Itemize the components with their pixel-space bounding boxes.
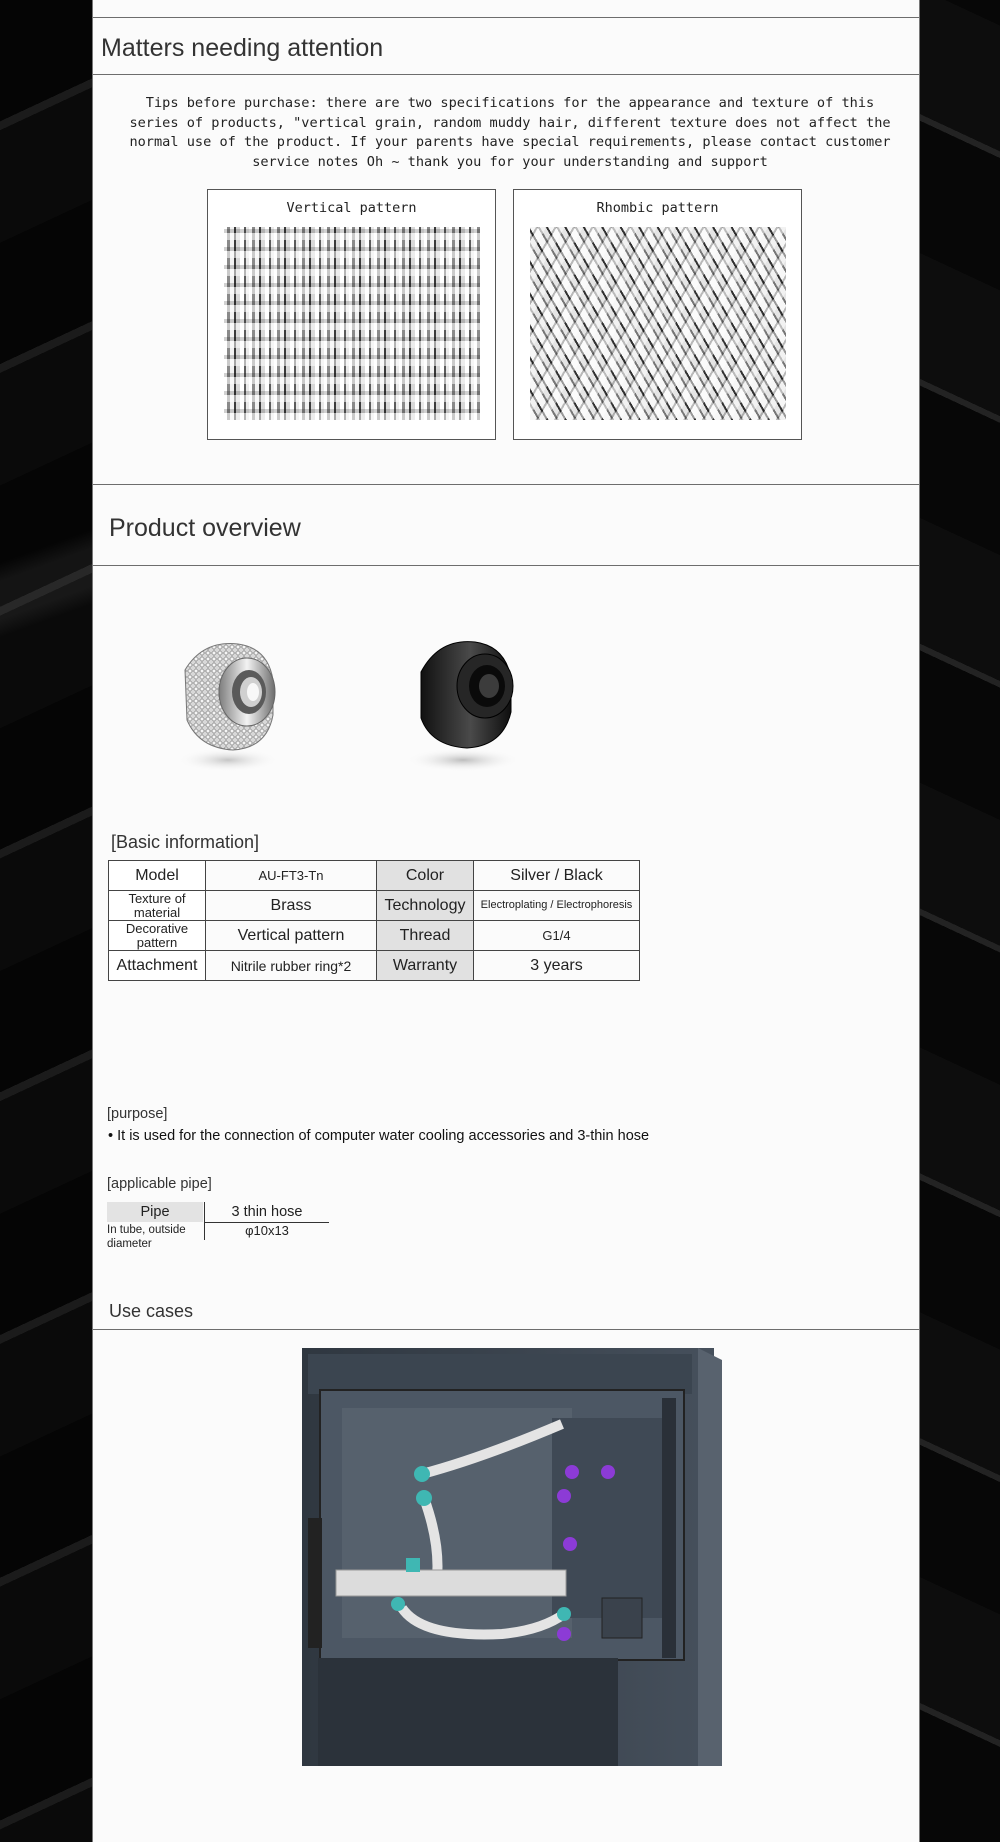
table-key: Texture of material bbox=[109, 891, 206, 921]
divider bbox=[93, 1329, 919, 1330]
background-right bbox=[920, 0, 1000, 1842]
rhombic-pattern-label: Rhombic pattern bbox=[596, 200, 719, 216]
table-key: Technology bbox=[377, 891, 474, 921]
pipe-row-value: φ10x13 bbox=[245, 1223, 289, 1238]
overview-title: Product overview bbox=[109, 514, 301, 542]
divider bbox=[93, 17, 919, 18]
pipe-col-header: Pipe bbox=[107, 1202, 203, 1222]
basic-info-heading: [Basic information] bbox=[111, 832, 260, 852]
black-fitting-icon bbox=[393, 620, 533, 780]
vertical-grain-texture-icon bbox=[224, 227, 480, 420]
table-value: AU-FT3-Tn bbox=[206, 861, 377, 891]
table-row bbox=[109, 951, 640, 981]
pc-case-water-cooling-icon bbox=[302, 1348, 722, 1766]
pipe-col-value: 3 thin hose bbox=[205, 1202, 329, 1223]
purpose-text: • It is used for the connection of computer water cooling accessories and 3-thin hose bbox=[108, 1128, 650, 1144]
table-key: Decorative pattern bbox=[109, 921, 206, 951]
applicable-pipe-heading: [applicable pipe] bbox=[107, 1176, 212, 1192]
divider bbox=[93, 565, 919, 566]
rhombic-pattern-card bbox=[513, 189, 802, 440]
table-key: Warranty bbox=[377, 951, 474, 981]
table-value: Silver / Black bbox=[474, 861, 640, 891]
vertical-pattern-label: Vertical pattern bbox=[286, 200, 417, 216]
divider bbox=[93, 484, 919, 485]
use-cases-title: Use cases bbox=[109, 1301, 194, 1321]
table-value: Brass bbox=[206, 891, 377, 921]
table-key: Thread bbox=[377, 921, 474, 951]
table-row bbox=[109, 891, 640, 921]
basic-info-table bbox=[108, 860, 640, 981]
product-detail-page bbox=[92, 0, 920, 1842]
table-value: Electroplating / Electrophoresis bbox=[474, 891, 640, 921]
rhombic-texture-icon bbox=[530, 227, 786, 420]
vertical-pattern-card bbox=[207, 189, 496, 440]
table-key: Color bbox=[377, 861, 474, 891]
purpose-heading: [purpose] bbox=[107, 1106, 168, 1122]
pipe-row-label: In tube, outside diameter bbox=[107, 1224, 186, 1250]
table-row bbox=[109, 861, 640, 891]
table-value: G1/4 bbox=[474, 921, 640, 951]
table-value: 3 years bbox=[474, 951, 640, 981]
table-value: Nitrile rubber ring*2 bbox=[206, 951, 377, 981]
background-left bbox=[0, 0, 92, 1842]
attention-title: Matters needing attention bbox=[101, 34, 384, 62]
table-value: Vertical pattern bbox=[206, 921, 377, 951]
table-key: Model bbox=[109, 861, 206, 891]
silver-fitting-icon bbox=[163, 620, 293, 780]
table-key: Attachment bbox=[109, 951, 206, 981]
divider bbox=[93, 74, 919, 75]
table-row bbox=[109, 921, 640, 951]
purchase-tips: Tips before purchase: there are two specifications for the appearance and texture of this series of products, "vertical grain, random muddy hair, different texture does not affect the normal use of the product. If your parents have special requirements, please contact customer service notes Oh ~ thank you for your understanding and support bbox=[129, 95, 891, 170]
